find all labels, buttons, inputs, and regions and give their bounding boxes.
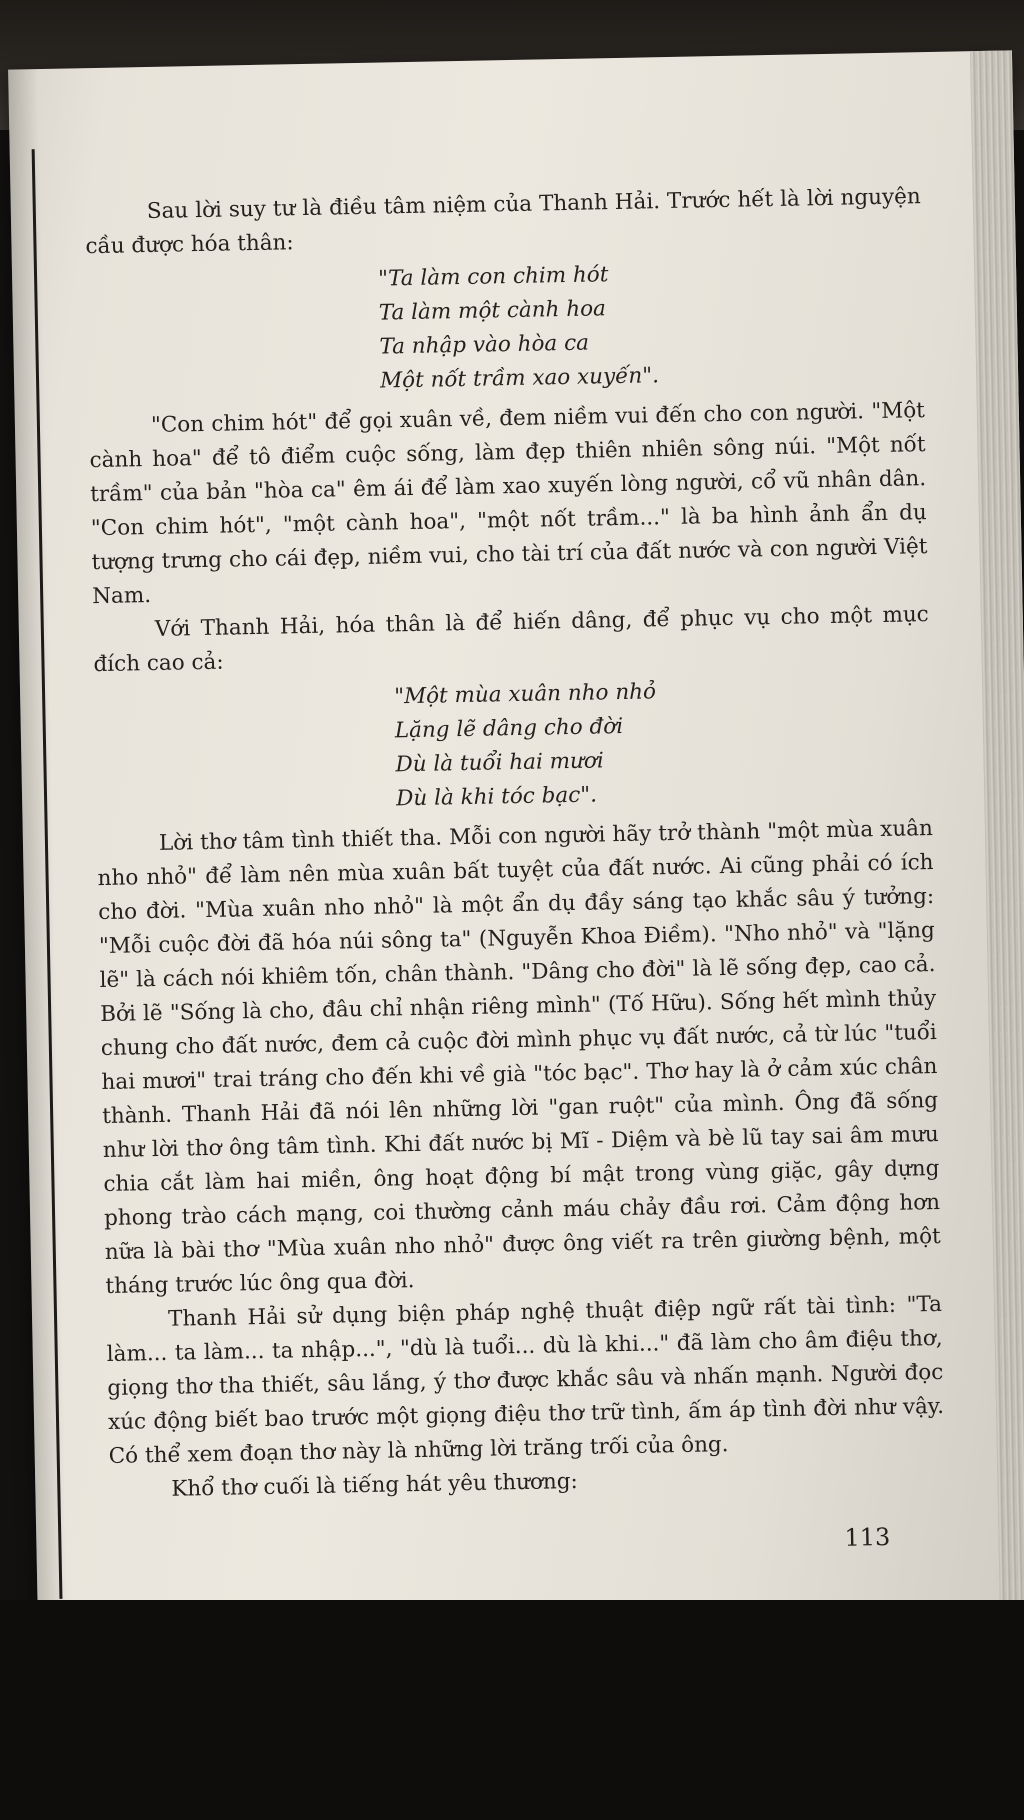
poem-line: Ta làm một cành hoa xyxy=(378,296,607,326)
paragraph-analysis-2: Với Thanh Hải, hóa thân là để hiến dâng, để phục vụ cho một mục đích cao cả: xyxy=(93,602,929,678)
poem-line: Ta nhập vào hòa ca xyxy=(379,330,590,360)
poem-line: "Một mùa xuân nho nhỏ xyxy=(393,679,657,710)
spine-shadow xyxy=(8,69,69,1659)
page-edge-stack xyxy=(970,50,1024,1641)
poem-line: Dù là khi tóc bạc". xyxy=(395,782,598,812)
poem-line: Một nốt trầm xao xuyến". xyxy=(379,363,660,394)
paragraph-transition: Khổ thơ cuối là tiếng hát yêu thương: xyxy=(171,1468,578,1502)
page-content xyxy=(85,180,946,1508)
background-bottom xyxy=(0,1600,1024,1820)
poem-line: "Ta làm con chim hót xyxy=(377,262,609,292)
page-number: 113 xyxy=(844,1522,891,1552)
poem-stanza-1 xyxy=(86,252,924,404)
book-page xyxy=(8,50,1024,1659)
poem-line: Lặng lẽ dâng cho đời xyxy=(394,713,624,744)
paragraph-intro: Sau lời suy tư là điều tâm niệm của Thanh Hải. Trước hết là lời nguyện cầu được hóa thân: xyxy=(85,184,921,260)
poem-line: Dù là tuổi hai mươi xyxy=(395,748,604,778)
poem-stanza-2 xyxy=(94,670,932,822)
paragraph-analysis-4: Thanh Hải sử dụng biện pháp nghệ thuật điệp ngữ rất tài tình: "Ta làm... ta làm... ta nhập...", "dù là tuổi... dù là khi..." đã làm cho âm điệu thơ, giọng thơ tha thiết, sâu lắng, ý thơ được khắc sâu và nhấn mạnh. Người đọc xúc động biết bao trước một giọng điệu thơ trữ tình, ấm áp tình đời như vậy. Có thể xem đoạn thơ này là những lời trăng trối của ông. xyxy=(106,1291,945,1469)
paragraph-analysis-3: Lời thơ tâm tình thiết tha. Mỗi con người hãy trở thành "một mùa xuân nho nhỏ" để làm nên mùa xuân bất tuyệt của đất nước. Ai cũng phải có ích cho đời. "Mùa xuân nho nhỏ" là một ẩn dụ đầy sáng tạo khắc sâu ý tưởng: "Mỗi cuộc đời đã hóa núi sông ta" (Nguyễn Khoa Điềm). "Nho nhỏ" và "lặng lẽ" là cách nói khiêm tốn, chân thành. "Dâng cho đời" là lẽ sống đẹp, cao cả. Bởi lẽ "Sống là cho, đâu chỉ nhận riêng mình" (Tố Hữu). Sống hết mình thủy chung cho đất nước, đem cả cuộc đời mình phục vụ đất nước, cả từ lúc "tuổi hai mươi" trai tráng cho đến khi về già "tóc bạc". Thơ hay là ở cảm xúc chân thành. Thanh Hải đã nói lên những lời "gan ruột" của mình. Ông đã sống như lời thơ ông tâm tình. Khi đất nước bị Mĩ - Diệm và bè lũ tay sai âm mưu chia cắt làm hai miền, ông hoạt động bí mật trong vùng giặc, gây dựng phong trào cách mạng, coi thường cảnh máu chảy đầu rơi. Cảm động hơn nữa là bài thơ "Mùa xuân nho nhỏ" được ông viết ra trên giường bệnh, một tháng trước lúc ông qua đời. xyxy=(97,816,941,1299)
paragraph-analysis-1: "Con chim hót" để gọi xuân về, đem niềm vui đến cho con người. "Một cành hoa" để tô điểm cuộc sống, làm đẹp thiên nhiên sông núi. "Một nốt trầm" của bản "hòa ca" êm ái để làm xao xuyến lòng người, cổ vũ nhân dân. "Con chim hót", "một cành hoa", "một nốt trầm..." là ba hình ảnh ẩn dụ tượng trưng cho cái đẹp, niềm vui, cho tài trí của đất nước và con người Việt Nam. xyxy=(89,398,928,610)
